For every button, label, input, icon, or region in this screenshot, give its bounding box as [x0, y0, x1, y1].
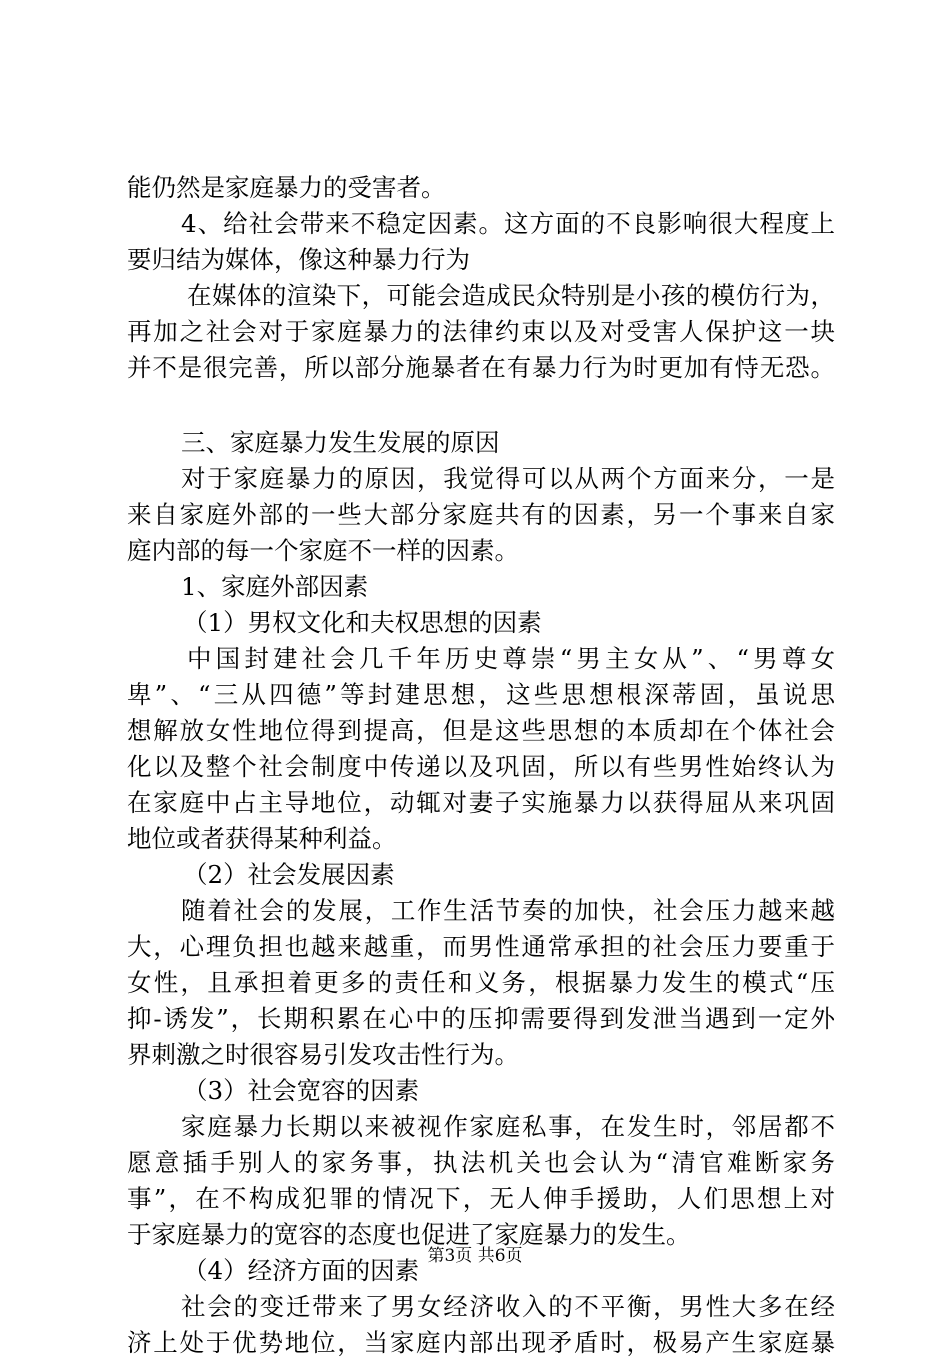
paragraph-line: 随着社会的发展，工作生活节奏的加快，社会压力越来越 [181, 896, 835, 925]
paragraph-line: 来自家庭外部的一些大部分家庭共有的因素，另一个事来自家 [127, 500, 835, 529]
subsection-heading: 1、家庭外部因素 [181, 572, 369, 601]
paragraph-line: 济上处于优势地位，当家庭内部出现矛盾时，极易产生家庭暴 [127, 1328, 835, 1357]
paragraph-line: 抑-诱发”，长期积累在心中的压抑需要得到发泄当遇到一定外 [127, 1004, 835, 1033]
paragraph-line: 家庭暴力长期以来被视作家庭私事，在发生时，邻居都不 [181, 1112, 835, 1141]
paragraph-line: 庭内部的每一个家庭不一样的因素。 [127, 536, 519, 565]
section-heading: 三、家庭暴力发生发展的原因 [181, 428, 500, 457]
paragraph-line: 地位或者获得某种利益。 [127, 824, 397, 853]
paragraph-gap [127, 386, 835, 425]
subsection-heading: （2）社会发展因素 [183, 860, 395, 889]
paragraph-line: 卑”、“三从四德”等封建思想，这些思想根深蒂固，虽说思 [127, 680, 835, 709]
subsection-heading: （4）经济方面的因素 [183, 1256, 420, 1285]
paragraph-line: 于家庭暴力的宽容的态度也促进了家庭暴力的发生。 [127, 1220, 691, 1249]
paragraph-line: 并不是很完善，所以部分施暴者在有暴力行为时更加有恃无恐。 [127, 353, 835, 382]
paragraph-line: 在家庭中占主导地位，动辄对妻子实施暴力以获得屈从来巩固 [127, 788, 835, 817]
paragraph-line: 社会的变迁带来了男女经济收入的不平衡，男性大多在经 [181, 1292, 835, 1321]
page-number-footer: 第3页 共6页 [427, 1246, 523, 1266]
paragraph-line: 要归结为媒体，像这种暴力行为 [127, 245, 470, 274]
paragraph-line: 大，心理负担也越来越重，而男性通常承担的社会压力要重于 [127, 932, 835, 961]
subsection-heading: （3）社会宽容的因素 [183, 1076, 420, 1105]
paragraph-line: 事”，在不构成犯罪的情况下，无人伸手援助，人们思想上对 [127, 1184, 835, 1213]
paragraph-line: 女性，且承担着更多的责任和义务，根据暴力发生的模式“压 [127, 968, 835, 997]
paragraph-line: 能仍然是家庭暴力的受害者。 [127, 173, 446, 202]
paragraph-line: 中国封建社会几千年历史尊崇“男主女从”、“男尊女 [187, 644, 835, 673]
paragraph-line: 4、给社会带来不稳定因素。这方面的不良影响很大程度上 [181, 209, 835, 238]
paragraph-line: 界刺激之时很容易引发攻击性行为。 [127, 1040, 519, 1069]
paragraph-line: 再加之社会对于家庭暴力的法律约束以及对受害人保护这一块 [127, 317, 835, 346]
paragraph-line: 化以及整个社会制度中传递以及巩固，所以有些男性始终认为 [127, 752, 835, 781]
paragraph-line: 在媒体的渲染下，可能会造成民众特别是小孩的模仿行为， [187, 281, 835, 310]
paragraph-line: 愿意插手别人的家务事，执法机关也会认为“清官难断家务 [127, 1148, 835, 1177]
paragraph-line: 对于家庭暴力的原因，我觉得可以从两个方面来分，一是 [181, 464, 835, 493]
document-body [127, 170, 835, 1361]
paragraph-line: 想解放女性地位得到提高，但是这些思想的本质却在个体社会 [127, 716, 835, 745]
subsection-heading: （1）男权文化和夫权思想的因素 [183, 608, 542, 637]
